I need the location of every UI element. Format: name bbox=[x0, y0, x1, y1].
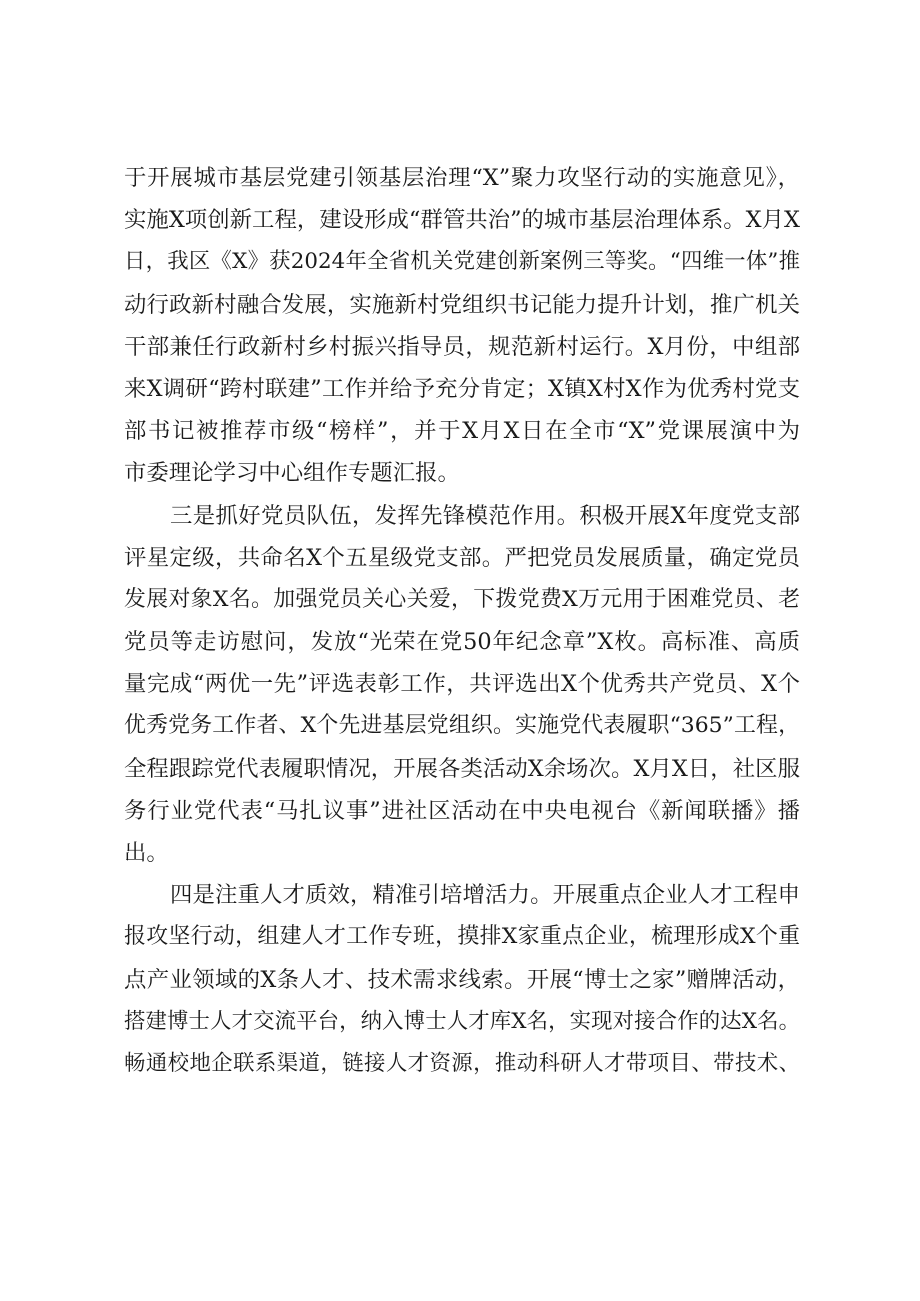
paragraph-talent bbox=[124, 874, 800, 1085]
text-line: 部书记被推荐市级“榜样”，并于X月X日在全市“X”党课展演中为 bbox=[124, 418, 800, 445]
text-line: 畅通校地企联系渠道，链接人才资源，推动科研人才带项目、带技术、 bbox=[124, 1050, 800, 1076]
text-line: 发展对象X名。加强党员关心关爱，下拨党费X万元用于困难党员、老 bbox=[124, 586, 800, 612]
text-line: 干部兼任行政新村乡村振兴指导员，规范新村运行。X月份，中组部 bbox=[124, 333, 800, 360]
text-line: 务行业党代表“马扎议事”进社区活动在中央电视台《新闻联播》播 bbox=[124, 797, 800, 824]
paragraph-continued bbox=[124, 157, 800, 495]
text-line: 出。 bbox=[124, 840, 169, 866]
text-line: 动行政新村融合发展，实施新村党组织书记能力提升计划，推广机关 bbox=[124, 291, 800, 318]
text-line: 来X调研“跨村联建”工作并给予充分肯定；X镇X村X作为优秀村党支 bbox=[124, 375, 800, 402]
document-body bbox=[124, 157, 800, 1085]
text-line: 实施X项创新工程，建设形成“群管共治”的城市基层治理体系。X月X bbox=[124, 207, 800, 234]
text-line: 党员等走访慰问，发放“光荣在党50年纪念章”X枚。高标准、高质 bbox=[124, 629, 800, 656]
text-line: 于开展城市基层党建引领基层治理“X”聚力攻坚行动的实施意见》， bbox=[124, 165, 800, 191]
text-line: 全程跟踪党代表履职情况，开展各类活动X余场次。X月X日，社区服 bbox=[124, 755, 800, 782]
text-line: 优秀党务工作者、X个先进基层党组织。实施党代表履职“365”工程， bbox=[124, 713, 800, 739]
text-line: 三是抓好党员队伍，发挥先锋模范作用。积极开展X年度党支部 bbox=[170, 502, 800, 529]
text-line: 四是注重人才质效，精准引培增活力。开展重点企业人才工程申 bbox=[170, 882, 800, 909]
text-line: 市委理论学习中心组作专题汇报。 bbox=[124, 460, 460, 487]
text-line: 量完成“两优一先”评选表彰工作，共评选出X个优秀共产党员、X个 bbox=[124, 671, 800, 698]
text-line: 日，我区《X》获2024年全省机关党建创新案例三等奖。“四维一体”推 bbox=[124, 249, 800, 275]
text-line: 报攻坚行动，组建人才工作专班，摸排X家重点企业，梳理形成X个重 bbox=[124, 924, 800, 950]
text-line: 搭建博士人才交流平台，纳入博士人才库X名，实现对接合作的达X名。 bbox=[124, 1008, 800, 1034]
text-line: 评星定级，共命名X个五星级党支部。严把党员发展质量，确定党员 bbox=[124, 544, 800, 571]
text-line: 点产业领域的X条人才、技术需求线索。开展“博士之家”赠牌活动， bbox=[124, 966, 800, 993]
paragraph-party-members bbox=[124, 495, 800, 875]
